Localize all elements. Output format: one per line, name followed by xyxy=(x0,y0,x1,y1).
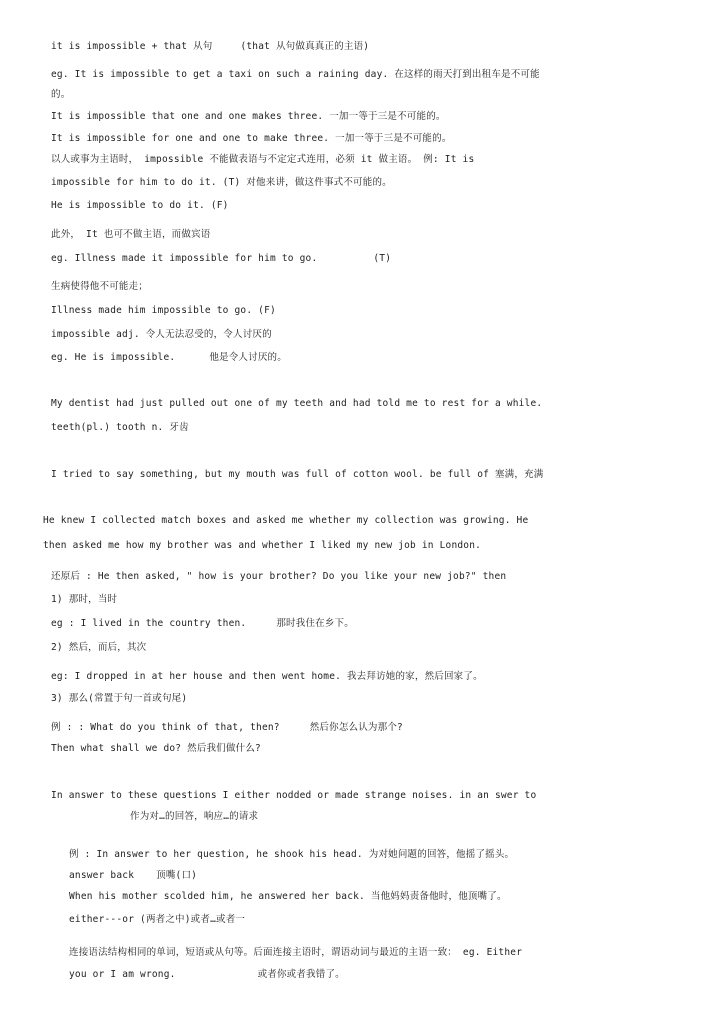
doc-line: He knew I collected match boxes and asked me whether my collection was growing. He xyxy=(43,515,529,526)
doc-line: 以人或事为主语时， impossible 不能做表语与不定定式连用，必须 it 做主语。 例: It is xyxy=(51,154,475,165)
doc-line: 的。 xyxy=(51,89,71,100)
doc-line: I tried to say something, but my mouth was full of cotton wool. be full of 塞满，充满 xyxy=(51,469,544,480)
doc-line: eg. He is impossible. 他是令人讨厌的。 xyxy=(51,352,287,363)
doc-line: 此外， It 也可不做主语，而做宾语 xyxy=(51,229,211,240)
doc-line: 例 : In answer to her question, he shook his head. 为对她问题的回答，他摇了摇头。 xyxy=(69,849,515,860)
doc-line: eg : I lived in the country then. 那时我住在乡下。 xyxy=(51,618,354,629)
doc-line: He is impossible to do it. (F) xyxy=(51,200,229,211)
doc-line: impossible for him to do it. (T) 对他来讲，做这件事式不可能的。 xyxy=(51,177,392,188)
doc-line: In answer to these questions I either nodded or made strange noises. in an swer to xyxy=(51,790,537,801)
doc-line: It is impossible that one and one makes three. 一加一等于三是不可能的。 xyxy=(51,111,446,122)
doc-line: eg. Illness made it impossible for him to go. (T) xyxy=(51,253,392,264)
doc-line: then asked me how my brother was and whether I liked my new job in London. xyxy=(43,540,482,551)
doc-line: 作为对…的回答，响应…的请求 xyxy=(130,811,259,822)
doc-line: 连接语法结构相同的单词，短语或从句等。后面连接主语时，谓语动词与最近的主语一致： eg. Either xyxy=(69,947,523,958)
doc-line: either---or (两者之中)或者…或者一 xyxy=(69,914,246,925)
doc-line: impossible adj. 令人无法忍受的，令人讨厌的 xyxy=(51,329,272,340)
doc-line: 1) 那时，当时 xyxy=(51,594,118,605)
doc-line: 还原后 : He then asked, " how is your brother? Do you like your new job?" then xyxy=(51,571,507,582)
doc-line: teeth(pl.) tooth n. 牙齿 xyxy=(51,422,189,433)
doc-line: it is impossible + that 从句 (that 从句做真真正的主语) xyxy=(51,41,370,52)
doc-line: 生病使得他不可能走； xyxy=(51,281,149,292)
doc-line: It is impossible for one and one to make three. 一加一等于三是不可能的。 xyxy=(51,133,452,144)
doc-line: 例 : : What do you think of that, then? 然后你怎么认为那个? xyxy=(51,722,403,733)
doc-line: eg. It is impossible to get a taxi on such a raining day. 在这样的雨天打到出租车是不可能 xyxy=(51,69,540,80)
doc-line: you or I am wrong. 或者你或者我错了。 xyxy=(69,969,345,980)
doc-line: 2) 然后，而后，其次 xyxy=(51,642,147,653)
doc-line: When his mother scolded him, he answered her back. 当他妈妈责备他时，他顶嘴了。 xyxy=(69,891,507,902)
doc-line: My dentist had just pulled out one of my teeth and had told me to rest for a while. xyxy=(51,398,543,409)
doc-line: 3) 那么(常置于句一首或句尾) xyxy=(51,693,188,704)
doc-line: answer back 顶嘴(口) xyxy=(69,870,198,881)
doc-line: eg: I dropped in at her house and then went home. 我去拜访她的家，然后回家了。 xyxy=(51,671,483,682)
doc-line: Illness made him impossible to go. (F) xyxy=(51,305,276,316)
doc-line: Then what shall we do? 然后我们做什么? xyxy=(51,743,261,754)
